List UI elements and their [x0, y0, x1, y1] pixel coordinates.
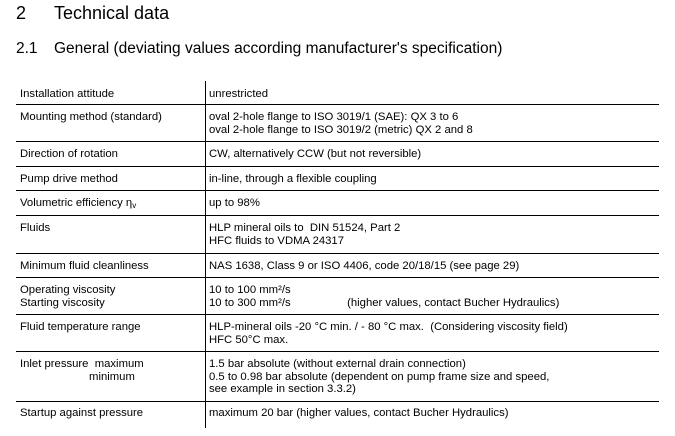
row-value: 10 to 100 mm²/s 10 to 300 mm²/s (higher values, contact Bucher Hydraulics) [209, 284, 560, 309]
table-row [16, 81, 659, 105]
column-divider [205, 81, 206, 428]
table-row [16, 402, 659, 426]
section-heading [16, 3, 169, 24]
subsection-number: 2.1 [16, 40, 38, 57]
row-label: Minimum fluid cleanliness [20, 260, 149, 272]
table-row [16, 315, 659, 352]
row-value: in-line, through a flexible coupling [209, 173, 377, 185]
row-value: CW, alternatively CCW (but not reversible) [209, 148, 422, 160]
subsection-heading [16, 40, 502, 58]
table-row [16, 352, 659, 402]
table-row [16, 167, 659, 191]
row-value: HLP-mineral oils -20 °C min. / - 80 °C max. (Considering viscosity field) HFC 50°C max. [209, 321, 568, 346]
row-label-subscript: v [132, 201, 137, 210]
section-title: Technical data [54, 3, 170, 23]
row-label: Direction of rotation [20, 148, 118, 160]
section-number: 2 [16, 3, 27, 23]
row-label: Startup against pressure [20, 407, 144, 419]
row-label: Installation attitude [20, 88, 115, 100]
row-label [20, 197, 136, 213]
row-value: NAS 1638, Class 9 or ISO 4406, code 20/18/15 (see page 29) [209, 260, 520, 272]
table-row [16, 191, 659, 216]
table-row [16, 105, 659, 142]
row-label: Operating viscosity Starting viscosity [20, 284, 116, 309]
row-label: Mounting method (standard) [20, 111, 162, 123]
table-row [16, 216, 659, 254]
row-label: Inlet pressure maximum minimum [20, 358, 144, 383]
row-value: unrestricted [209, 88, 269, 100]
table-row [16, 142, 659, 167]
row-label: Pump drive method [20, 173, 118, 185]
row-value: up to 98% [209, 197, 260, 209]
row-value: 1.5 bar absolute (without external drain connection) 0.5 to 0.98 bar absolute (dependent on pump frame size and speed, see example in section 3.3.2) [209, 358, 550, 396]
row-label: Fluid temperature range [20, 321, 141, 333]
subsection-title: General (deviating values according manufacturer's specification) [54, 40, 503, 57]
technical-data-table [16, 81, 659, 426]
row-value: oval 2-hole flange to ISO 3019/1 (SAE): QX 3 to 6 oval 2-hole flange to ISO 3019/2 (metric) QX 2 and 8 [209, 111, 473, 136]
row-value: maximum 20 bar (higher values, contact Bucher Hydraulics) [209, 407, 509, 419]
row-label-text: Volumetric efficiency η [20, 197, 133, 209]
row-label: Fluids [20, 222, 51, 234]
table-row [16, 254, 659, 278]
table-row [16, 278, 659, 315]
row-value: HLP mineral oils to DIN 51524, Part 2 HFC fluids to VDMA 24317 [209, 222, 401, 247]
